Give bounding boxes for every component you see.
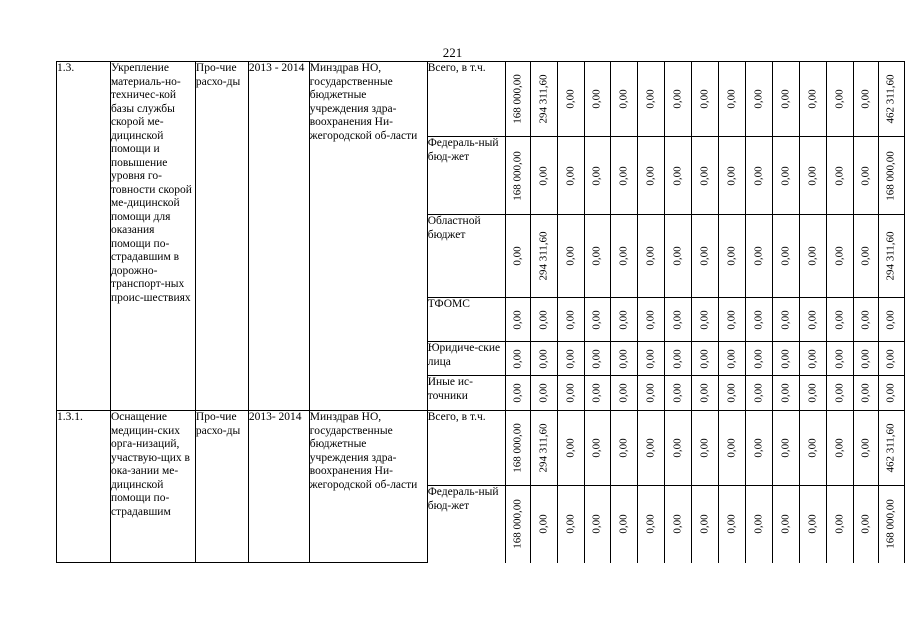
- amount-cell: [878, 486, 904, 563]
- amount-cell: [530, 411, 557, 486]
- amount-value: 0,00: [536, 383, 549, 403]
- amount-value: 168 000,00: [510, 423, 523, 473]
- amount-value: 0,00: [806, 89, 819, 109]
- amount-cell: [692, 137, 719, 215]
- amount-cell: [505, 298, 530, 342]
- amount-cell: [638, 411, 665, 486]
- amount-value: 0,00: [510, 383, 523, 403]
- table-row: [57, 62, 905, 137]
- amount-cell: [611, 215, 638, 298]
- amount-value: 0,00: [617, 89, 630, 109]
- amount-cell: [530, 62, 557, 137]
- amount-cell: [746, 342, 773, 376]
- amount-value: 0,00: [617, 383, 630, 403]
- amount-cell: [638, 298, 665, 342]
- amount-cell: [638, 62, 665, 137]
- amount-cell: [878, 342, 904, 376]
- amount-value: 0,00: [617, 348, 630, 369]
- amount-value: 0,00: [671, 514, 684, 534]
- amount-cell: [878, 376, 904, 411]
- amount-value: 0,00: [752, 246, 765, 266]
- amount-value: 0,00: [590, 89, 603, 109]
- amount-value: 294 311,60: [884, 231, 897, 281]
- amount-value: 0,00: [752, 309, 765, 330]
- amount-value: 0,00: [725, 438, 738, 458]
- amount-value: 294 311,60: [536, 231, 549, 281]
- amount-cell: [611, 411, 638, 486]
- amount-value: 0,00: [563, 309, 576, 330]
- amount-value: 0,00: [644, 246, 657, 266]
- amount-cell: [692, 62, 719, 137]
- amount-cell: [719, 486, 746, 563]
- amount-cell: [773, 376, 800, 411]
- amount-cell: [878, 298, 904, 342]
- row-executor: Минздрав НО, государственные бюджетные учреждения здра-воохранения Ни-жегородской об-ласти: [309, 411, 427, 563]
- amount-value: 0,00: [859, 246, 872, 266]
- amount-cell: [665, 298, 692, 342]
- amount-cell: [719, 137, 746, 215]
- amount-value: 0,00: [833, 383, 846, 403]
- amount-cell: [692, 486, 719, 563]
- row-funding-source: Федераль-ный бюд-жет: [427, 486, 505, 563]
- amount-cell: [773, 215, 800, 298]
- amount-value: 0,00: [590, 348, 603, 369]
- amount-value: 0,00: [833, 246, 846, 266]
- amount-value: 0,00: [590, 383, 603, 403]
- amount-value: 0,00: [671, 165, 684, 186]
- table-row: [57, 411, 905, 486]
- amount-cell: [773, 342, 800, 376]
- amount-cell: [826, 137, 853, 215]
- amount-value: 0,00: [617, 514, 630, 534]
- amount-cell: [826, 486, 853, 563]
- amount-cell: [800, 298, 827, 342]
- amount-value: 0,00: [779, 246, 792, 266]
- amount-cell: [611, 137, 638, 215]
- amount-value: 0,00: [833, 514, 846, 534]
- amount-value: 0,00: [617, 309, 630, 330]
- amount-cell: [611, 342, 638, 376]
- amount-value: 168 000,00: [884, 150, 897, 201]
- amount-cell: [584, 486, 611, 563]
- amount-cell: [665, 62, 692, 137]
- amount-value: 0,00: [510, 246, 523, 266]
- amount-value: 0,00: [779, 309, 792, 330]
- amount-value: 0,00: [671, 348, 684, 369]
- amount-value: 0,00: [590, 514, 603, 534]
- amount-cell: [719, 376, 746, 411]
- amount-value: 0,00: [779, 438, 792, 458]
- amount-cell: [638, 342, 665, 376]
- amount-value: 0,00: [617, 246, 630, 266]
- amount-value: 0,00: [725, 309, 738, 330]
- amount-cell: [584, 215, 611, 298]
- row-period: 2013 - 2014: [248, 62, 309, 411]
- amount-value: 0,00: [806, 383, 819, 403]
- amount-cell: [878, 215, 904, 298]
- amount-value: 0,00: [859, 514, 872, 534]
- amount-cell: [800, 342, 827, 376]
- amount-value: 0,00: [698, 165, 711, 186]
- amount-cell: [746, 486, 773, 563]
- row-executor: Минздрав НО, государственные бюджетные учреждения здра-воохранения Ни-жегородской об-ласти: [309, 62, 427, 411]
- amount-cell: [853, 342, 878, 376]
- amount-cell: [773, 411, 800, 486]
- amount-cell: [665, 137, 692, 215]
- amount-value: 0,00: [644, 309, 657, 330]
- amount-cell: [584, 342, 611, 376]
- amount-cell: [505, 62, 530, 137]
- amount-cell: [584, 298, 611, 342]
- amount-value: 0,00: [806, 309, 819, 330]
- amount-cell: [584, 62, 611, 137]
- amount-value: 0,00: [644, 165, 657, 186]
- amount-cell: [719, 215, 746, 298]
- amount-cell: [826, 411, 853, 486]
- amount-value: 0,00: [698, 383, 711, 403]
- amount-cell: [557, 486, 584, 563]
- amount-cell: [878, 62, 904, 137]
- amount-value: 0,00: [859, 383, 872, 403]
- amount-value: 0,00: [698, 514, 711, 534]
- amount-cell: [505, 215, 530, 298]
- amount-value: 0,00: [510, 348, 523, 369]
- amount-value: 0,00: [644, 348, 657, 369]
- amount-value: 0,00: [536, 514, 549, 534]
- amount-cell: [853, 137, 878, 215]
- amount-value: 0,00: [779, 348, 792, 369]
- amount-cell: [665, 342, 692, 376]
- row-funding-source: Юридиче-ские лица: [427, 342, 505, 376]
- amount-cell: [611, 486, 638, 563]
- amount-value: 0,00: [859, 89, 872, 109]
- amount-value: 0,00: [644, 89, 657, 109]
- amount-cell: [611, 298, 638, 342]
- amount-value: 0,00: [779, 89, 792, 109]
- amount-value: 0,00: [563, 514, 576, 534]
- amount-cell: [692, 376, 719, 411]
- amount-value: 0,00: [859, 348, 872, 369]
- amount-cell: [665, 215, 692, 298]
- amount-value: 0,00: [671, 309, 684, 330]
- amount-value: 0,00: [725, 89, 738, 109]
- amount-value: 0,00: [884, 383, 897, 403]
- amount-cell: [800, 62, 827, 137]
- amount-cell: [584, 137, 611, 215]
- amount-value: 0,00: [590, 438, 603, 458]
- amount-cell: [719, 411, 746, 486]
- amount-cell: [692, 298, 719, 342]
- amount-cell: [557, 376, 584, 411]
- amount-cell: [746, 298, 773, 342]
- amount-cell: [638, 376, 665, 411]
- amount-value: 0,00: [752, 348, 765, 369]
- row-cost-type: Про-чие расхо-ды: [195, 62, 248, 411]
- amount-value: 0,00: [779, 514, 792, 534]
- page-number: 221: [442, 45, 463, 60]
- amount-value: 462 311,60: [884, 423, 897, 473]
- amount-value: 0,00: [806, 514, 819, 534]
- amount-cell: [853, 486, 878, 563]
- row-name: Укрепление материаль-но-техничес-кой базы службы скорой ме-дицинской помощи и повышение уровня го-товности скорой ме-дицинской помощи для оказания помощи по-страдавшим в дорожно-транспорт-ных проис-шествиях: [110, 62, 195, 411]
- amount-cell: [692, 411, 719, 486]
- amount-value: 0,00: [779, 383, 792, 403]
- amount-cell: [530, 376, 557, 411]
- amount-cell: [557, 342, 584, 376]
- row-code: 1.3.: [57, 62, 111, 411]
- amount-cell: [746, 215, 773, 298]
- amount-value: 0,00: [806, 165, 819, 186]
- amount-value: 0,00: [833, 89, 846, 109]
- amount-cell: [638, 215, 665, 298]
- amount-value: 0,00: [698, 348, 711, 369]
- amount-cell: [800, 215, 827, 298]
- amount-cell: [638, 137, 665, 215]
- amount-value: 0,00: [617, 438, 630, 458]
- amount-cell: [557, 62, 584, 137]
- amount-value: 0,00: [590, 246, 603, 266]
- amount-cell: [746, 62, 773, 137]
- amount-cell: [638, 486, 665, 563]
- amount-cell: [611, 62, 638, 137]
- amount-value: 0,00: [752, 165, 765, 186]
- amount-cell: [800, 137, 827, 215]
- amount-cell: [692, 342, 719, 376]
- amount-cell: [719, 298, 746, 342]
- amount-cell: [719, 62, 746, 137]
- amount-cell: [505, 137, 530, 215]
- amount-cell: [800, 376, 827, 411]
- amount-cell: [665, 411, 692, 486]
- amount-value: 0,00: [671, 89, 684, 109]
- amount-cell: [557, 411, 584, 486]
- amount-cell: [557, 298, 584, 342]
- amount-value: 0,00: [725, 383, 738, 403]
- amount-value: 0,00: [644, 514, 657, 534]
- amount-value: 0,00: [779, 165, 792, 186]
- amount-value: 0,00: [752, 383, 765, 403]
- amount-cell: [826, 298, 853, 342]
- amount-cell: [878, 411, 904, 486]
- amount-value: 168 000,00: [884, 499, 897, 549]
- amount-cell: [800, 486, 827, 563]
- amount-cell: [853, 376, 878, 411]
- amount-value: 0,00: [833, 309, 846, 330]
- amount-cell: [530, 298, 557, 342]
- amount-value: 0,00: [698, 89, 711, 109]
- amount-value: 0,00: [752, 514, 765, 534]
- amount-value: 0,00: [536, 165, 549, 186]
- amount-cell: [530, 486, 557, 563]
- amount-cell: [505, 376, 530, 411]
- row-funding-source: Областной бюджет: [427, 215, 505, 298]
- amount-value: 0,00: [859, 309, 872, 330]
- amount-cell: [878, 137, 904, 215]
- row-funding-source: ТФОМС: [427, 298, 505, 342]
- row-code: 1.3.1.: [57, 411, 111, 563]
- amount-cell: [826, 215, 853, 298]
- amount-value: 0,00: [644, 438, 657, 458]
- amount-value: 0,00: [725, 514, 738, 534]
- amount-cell: [530, 342, 557, 376]
- amount-cell: [557, 137, 584, 215]
- row-name: Оснащение медицин-ских орга-низаций, участвую-щих в ока-зании ме-дицинской помощи по-страдавшим: [110, 411, 195, 563]
- amount-value: 0,00: [806, 438, 819, 458]
- amount-value: 0,00: [833, 438, 846, 458]
- amount-cell: [719, 342, 746, 376]
- amount-value: 0,00: [617, 165, 630, 186]
- amount-value: 168 000,00: [510, 74, 523, 124]
- amount-value: 0,00: [536, 309, 549, 330]
- amount-value: 0,00: [671, 438, 684, 458]
- amount-value: 0,00: [671, 383, 684, 403]
- amount-value: 0,00: [859, 438, 872, 458]
- amount-cell: [611, 376, 638, 411]
- row-funding-source: Иные ис-точники: [427, 376, 505, 411]
- amount-cell: [530, 215, 557, 298]
- amount-cell: [584, 411, 611, 486]
- amount-value: 0,00: [510, 309, 523, 330]
- amount-value: 0,00: [833, 348, 846, 369]
- amount-cell: [746, 137, 773, 215]
- amount-value: 0,00: [884, 309, 897, 330]
- amount-value: 0,00: [806, 348, 819, 369]
- budget-table: [56, 61, 905, 563]
- amount-cell: [826, 376, 853, 411]
- amount-cell: [773, 137, 800, 215]
- amount-cell: [853, 215, 878, 298]
- amount-value: 0,00: [590, 165, 603, 186]
- row-period: 2013- 2014: [248, 411, 309, 563]
- amount-cell: [584, 376, 611, 411]
- amount-cell: [557, 215, 584, 298]
- amount-value: 294 311,60: [536, 74, 549, 124]
- amount-value: 0,00: [671, 246, 684, 266]
- amount-value: 0,00: [563, 438, 576, 458]
- amount-value: 0,00: [698, 246, 711, 266]
- amount-value: 0,00: [884, 348, 897, 369]
- amount-value: 168 000,00: [510, 150, 523, 201]
- amount-value: 294 311,60: [536, 423, 549, 473]
- amount-value: 0,00: [752, 438, 765, 458]
- amount-value: 0,00: [725, 246, 738, 266]
- amount-value: 0,00: [563, 246, 576, 266]
- amount-cell: [853, 62, 878, 137]
- amount-value: 168 000,00: [510, 499, 523, 549]
- row-funding-source: Всего, в т.ч.: [427, 411, 505, 486]
- amount-value: 0,00: [725, 165, 738, 186]
- amount-value: 0,00: [833, 165, 846, 186]
- amount-value: 0,00: [590, 309, 603, 330]
- amount-cell: [665, 486, 692, 563]
- amount-cell: [746, 376, 773, 411]
- amount-cell: [826, 342, 853, 376]
- amount-cell: [530, 137, 557, 215]
- row-funding-source: Федераль-ный бюд-жет: [427, 137, 505, 215]
- amount-value: 0,00: [725, 348, 738, 369]
- row-funding-source: Всего, в т.ч.: [427, 62, 505, 137]
- amount-cell: [853, 298, 878, 342]
- row-cost-type: Про-чие расхо-ды: [195, 411, 248, 563]
- amount-cell: [773, 62, 800, 137]
- amount-cell: [505, 342, 530, 376]
- amount-value: 0,00: [644, 383, 657, 403]
- amount-cell: [773, 298, 800, 342]
- amount-cell: [746, 411, 773, 486]
- amount-value: 0,00: [536, 348, 549, 369]
- amount-value: 0,00: [563, 165, 576, 186]
- amount-cell: [800, 411, 827, 486]
- amount-value: 0,00: [563, 383, 576, 403]
- amount-value: 0,00: [563, 89, 576, 109]
- amount-value: 0,00: [698, 438, 711, 458]
- amount-value: 0,00: [806, 246, 819, 266]
- amount-value: 0,00: [563, 348, 576, 369]
- amount-cell: [826, 62, 853, 137]
- amount-cell: [505, 411, 530, 486]
- amount-value: 0,00: [698, 309, 711, 330]
- amount-value: 0,00: [752, 89, 765, 109]
- amount-cell: [773, 486, 800, 563]
- amount-value: 462 311,60: [884, 74, 897, 124]
- amount-value: 0,00: [859, 165, 872, 186]
- amount-cell: [692, 215, 719, 298]
- amount-cell: [505, 486, 530, 563]
- amount-cell: [665, 376, 692, 411]
- amount-cell: [853, 411, 878, 486]
